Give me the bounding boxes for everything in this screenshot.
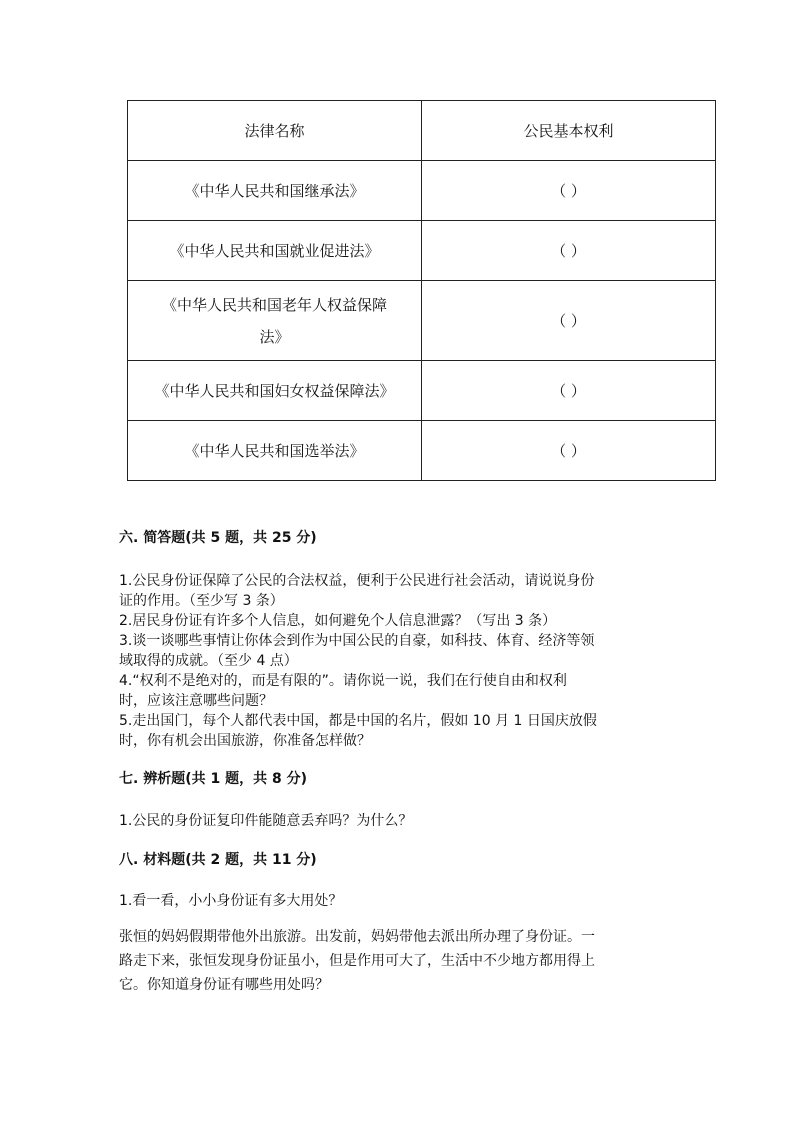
section-7-title: 七. 辨析题(共 1 题，共 8 分) (119, 771, 307, 787)
question-line: 5.走出国门，每个人都代表中国，都是中国的名片，假如 10 月 1 日国庆放假 (119, 713, 597, 729)
table-header-row (128, 101, 716, 161)
material-line: 张恒的妈妈假期带他外出旅游。出发前，妈妈带他去派出所办理了身份证。一 (119, 929, 595, 945)
section-8-title: 八. 材料题(共 2 题，共 11 分) (119, 852, 317, 868)
law-name-line2: 法》 (259, 327, 290, 346)
material-line: 路走下来，张恒发现身份证虽小，但是作用可大了，生活中不少地方都用得上 (119, 953, 595, 969)
table-row (128, 281, 716, 361)
header-basic-rights: 公民基本权利 (422, 101, 716, 161)
question-line: 4.“权利不是绝对的，而是有限的”。请你说一说，我们在行使自由和权利 (119, 673, 567, 689)
question-line: 域取得的成就。（至少 4 点） (119, 653, 298, 669)
section-8-material (119, 925, 679, 997)
table-row (128, 361, 716, 421)
law-name-cell: 《中华人民共和国就业促进法》 (128, 221, 422, 281)
header-law-name: 法律名称 (128, 101, 422, 161)
answer-blank[interactable]: （ ） (422, 361, 716, 421)
law-name-cell: 《中华人民共和国继承法》 (128, 161, 422, 221)
question-line: 3.谈一谈哪些事情让你体会到作为中国公民的自豪，如科技、体育、经济等领 (119, 633, 595, 649)
section-6-items (119, 571, 679, 751)
table-row (128, 161, 716, 221)
law-name-cell: 《中华人民共和国妇女权益保障法》 (128, 361, 422, 421)
answer-blank[interactable]: （ ） (422, 161, 716, 221)
material-line: 它。你知道身份证有哪些用处吗？ (119, 977, 329, 993)
question-line: 证的作用。（至少写 3 条） (119, 593, 284, 609)
answer-blank[interactable]: （ ） (422, 221, 716, 281)
section-6-title: 六. 简答题(共 5 题，共 25 分) (119, 530, 317, 546)
question-line: 1.公民的身份证复印件能随意丢弃吗？为什么？ (119, 813, 413, 829)
law-rights-table (127, 100, 716, 481)
answer-blank[interactable]: （ ） (422, 421, 716, 481)
answer-blank[interactable]: （ ） (422, 281, 716, 361)
law-name-cell: 《中华人民共和国选举法》 (128, 421, 422, 481)
table-row (128, 421, 716, 481)
law-name-line1: 《中华人民共和国老年人权益保障 (161, 295, 387, 314)
question-line: 1.看一看，小小身份证有多大用处？ (119, 893, 343, 909)
question-line: 时，你有机会出国旅游，你准备怎样做？ (119, 733, 371, 749)
table-row (128, 221, 716, 281)
law-name-cell (128, 281, 422, 361)
questions-content (119, 520, 679, 997)
question-line: 时，应该注意哪些问题？ (119, 693, 273, 709)
question-line: 1.公民身份证保障了公民的合法权益，便利于公民进行社会活动，请说说身份 (119, 573, 595, 589)
question-line: 2.居民身份证有许多个人信息，如何避免个人信息泄露？（写出 3 条） (119, 613, 557, 629)
